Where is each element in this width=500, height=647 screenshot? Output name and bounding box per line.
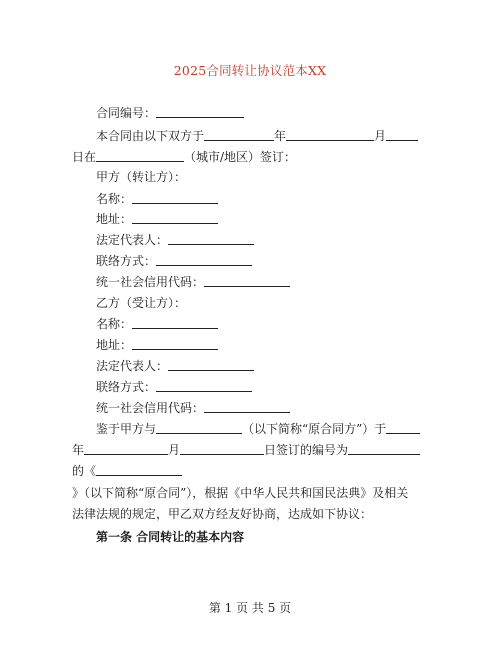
city-suffix: （城市/地区）签订： xyxy=(184,150,297,164)
year-char: 年 xyxy=(274,129,287,143)
of-book-text: 的《 xyxy=(72,464,97,478)
intro-line xyxy=(72,127,456,145)
party-a-address-label: 地址： xyxy=(96,212,133,226)
contract-number-line xyxy=(72,104,456,122)
contract-number-label: 合同编号： xyxy=(96,106,157,120)
party-a-name-blank[interactable] xyxy=(132,190,218,204)
party-a-legal-rep-blank[interactable] xyxy=(168,231,254,245)
party-a-address-line xyxy=(72,210,456,228)
document-title: 2025合同转让协议范本XX xyxy=(173,63,327,78)
party-a-contact-label: 联络方式： xyxy=(96,254,157,268)
year-blank[interactable] xyxy=(204,127,274,141)
day-blank[interactable] xyxy=(386,127,418,141)
party-a-name-line xyxy=(72,190,456,208)
party-b-address-label: 地址： xyxy=(96,338,133,352)
signed-number-text: 日签订的编号为 xyxy=(264,443,349,457)
party-b-legal-rep-blank[interactable] xyxy=(168,357,254,371)
party-b-credit-code-line xyxy=(72,399,456,417)
party-b-credit-code-blank[interactable] xyxy=(204,399,290,413)
party-b-name-blank[interactable] xyxy=(132,315,218,329)
party-b-name-line xyxy=(72,315,456,333)
party-a-contact-blank[interactable] xyxy=(156,252,252,266)
original-contract-name-blank[interactable] xyxy=(96,462,182,476)
party-b-contact-label: 联络方式： xyxy=(96,380,157,394)
original-date-line xyxy=(72,441,432,459)
page-footer: 第 1 页 共 5 页 xyxy=(208,601,292,615)
original-year-blank-start[interactable] xyxy=(386,420,420,434)
party-a-credit-code-label: 统一社会信用代码： xyxy=(96,275,205,289)
original-contract-name-line xyxy=(72,462,432,480)
city-blank[interactable] xyxy=(96,148,184,162)
party-b-credit-code-label: 统一社会信用代码： xyxy=(96,401,205,415)
party-a-contact-line xyxy=(72,252,456,270)
party-a-address-blank[interactable] xyxy=(132,210,218,224)
party-b-legal-rep-label: 法定代表人： xyxy=(96,359,169,373)
party-b-address-line xyxy=(72,336,456,354)
whereas-mid: （以下简称“原合同方”）于 xyxy=(242,422,387,436)
party-b-legal-rep-line xyxy=(72,357,456,375)
party-b-name-label: 名称： xyxy=(96,317,133,331)
original-month-char: 月 xyxy=(168,443,181,457)
day-at-text: 日在 xyxy=(72,150,97,164)
basis-line: 》（以下简称“原合同”），根据《中华人民共和国民法典》及相关 xyxy=(72,486,409,500)
law-line: 法律法规的规定，甲乙双方经友好协商，达成如下协议： xyxy=(72,507,373,521)
city-line xyxy=(72,148,432,166)
whereas-prefix: 鉴于甲方与 xyxy=(96,422,157,436)
original-party-blank[interactable] xyxy=(156,420,242,434)
party-a-heading: 甲方（转让方）： xyxy=(96,170,187,184)
contract-number-blank[interactable] xyxy=(156,104,244,118)
intro-text: 本合同由以下双方于 xyxy=(96,129,205,143)
whereas-line xyxy=(72,420,456,438)
party-b-contact-line xyxy=(72,378,456,396)
month-blank[interactable] xyxy=(286,127,374,141)
party-a-credit-code-line xyxy=(72,273,456,291)
original-month-blank[interactable] xyxy=(84,441,168,455)
party-b-heading: 乙方（受让方）： xyxy=(96,296,187,310)
original-year-char: 年 xyxy=(72,443,85,457)
party-a-legal-rep-line xyxy=(72,231,456,249)
party-a-legal-rep-label: 法定代表人： xyxy=(96,233,169,247)
party-a-credit-code-blank[interactable] xyxy=(204,273,290,287)
party-b-address-blank[interactable] xyxy=(132,336,218,350)
original-day-blank[interactable] xyxy=(180,441,264,455)
month-char: 月 xyxy=(374,129,387,143)
original-contract-number-blank[interactable] xyxy=(348,441,420,455)
article-one-heading: 第一条 合同转让的基本内容 xyxy=(96,530,245,544)
party-b-contact-blank[interactable] xyxy=(156,378,252,392)
party-a-name-label: 名称： xyxy=(96,192,133,206)
